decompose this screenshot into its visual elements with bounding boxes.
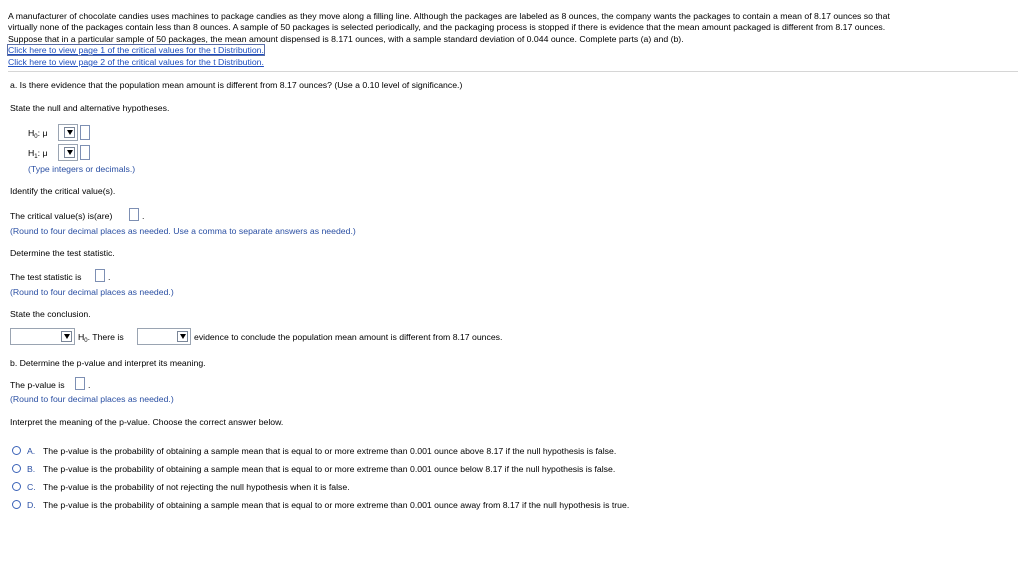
reject-decision-dropdown[interactable] xyxy=(10,328,75,345)
p-value-hint: (Round to four decimal places as needed.) xyxy=(10,394,174,404)
chevron-down-icon xyxy=(61,331,72,342)
option-a-letter: A. xyxy=(27,446,36,456)
part-b-question: b. Determine the p-value and interpret its meaning. xyxy=(10,358,206,368)
option-a-text[interactable]: The p-value is the probability of obtaining a sample mean that is equal to or more extreme than 0.001 ounce above 8.17 if the null hypothesis is false. xyxy=(43,446,617,456)
h1-operator-dropdown[interactable] xyxy=(58,144,78,161)
t-table-page1-link[interactable]: Click here to view page 1 of the critical values for the t Distribution. xyxy=(8,45,264,55)
h1-label: $H_1$: μ xyxy=(28,148,48,160)
identify-critical-label: Identify the critical value(s). xyxy=(10,186,116,196)
evidence-dropdown[interactable] xyxy=(137,328,191,345)
option-b-letter: B. xyxy=(27,464,36,474)
critical-value-label: The critical value(s) is(are) xyxy=(10,211,113,221)
problem-line-2: virtually none of the packages contain less than 8 ounces. A sample of 50 packages is selected periodically, and the packaging process is stopped if there is evidence that the mean amount packaged is different from 8.17 ounces. xyxy=(8,22,886,32)
conclusion-h0-label: $H_0$. There is xyxy=(78,332,124,344)
option-d-radio[interactable] xyxy=(12,500,21,509)
conclusion-text: evidence to conclude the population mean amount is different from 8.17 ounces. xyxy=(194,332,503,342)
critical-value-input[interactable] xyxy=(129,208,139,221)
p-value-label: The p-value is xyxy=(10,380,65,390)
section-divider xyxy=(8,71,1018,72)
test-statistic-period: . xyxy=(108,272,111,282)
critical-value-period: . xyxy=(142,211,145,221)
h1-value-input[interactable] xyxy=(80,145,90,160)
problem-line-1: A manufacturer of chocolate candies uses machines to package candies as they move along a filling line. Although the packages are labeled as 8 ounces, the company wants the packages to contain a mean of 8.17 ounces so that xyxy=(8,11,890,21)
part-a-question: a. Is there evidence that the population mean amount is different from 8.17 ounces? (Use a 0.10 level of significance.) xyxy=(10,80,463,90)
option-c-text[interactable]: The p-value is the probability of not rejecting the null hypothesis when it is false. xyxy=(43,482,350,492)
option-b-radio[interactable] xyxy=(12,464,21,473)
interpret-instruction: Interpret the meaning of the p-value. Choose the correct answer below. xyxy=(10,417,284,427)
t-table-page2-link[interactable]: Click here to view page 2 of the critical values for the t Distribution. xyxy=(8,57,264,67)
p-value-period: . xyxy=(88,380,91,390)
option-d-text[interactable]: The p-value is the probability of obtaining a sample mean that is equal to or more extreme than 0.001 ounce away from 8.17 if the null hypothesis is true. xyxy=(43,500,630,510)
option-a-radio[interactable] xyxy=(12,446,21,455)
type-integers-hint: (Type integers or decimals.) xyxy=(28,164,136,174)
test-statistic-input[interactable] xyxy=(95,269,105,282)
h0-operator-dropdown[interactable] xyxy=(58,124,78,141)
chevron-down-icon xyxy=(64,147,75,158)
option-c-radio[interactable] xyxy=(12,482,21,491)
option-c-letter: C. xyxy=(27,482,36,492)
option-d-letter: D. xyxy=(27,500,36,510)
option-b-text[interactable]: The p-value is the probability of obtaining a sample mean that is equal to or more extreme than 0.001 ounce below 8.17 if the null hypothesis is false. xyxy=(43,464,616,474)
state-conclusion-label: State the conclusion. xyxy=(10,309,91,319)
problem-line-3: Suppose that in a particular sample of 50 packages, the mean amount dispensed is 8.171 ounces, with a sample standard deviation of 0.044 ounce. Complete parts (a) and (b). xyxy=(8,34,684,44)
h0-label: $H_0$: μ xyxy=(28,128,48,140)
p-value-input[interactable] xyxy=(75,377,85,390)
test-statistic-hint: (Round to four decimal places as needed.) xyxy=(10,287,174,297)
state-hypotheses-label: State the null and alternative hypotheses. xyxy=(10,103,170,113)
test-statistic-label: The test statistic is xyxy=(10,272,82,282)
chevron-down-icon xyxy=(64,127,75,138)
chevron-down-icon xyxy=(177,331,188,342)
critical-value-hint: (Round to four decimal places as needed. Use a comma to separate answers as needed.) xyxy=(10,226,356,236)
determine-test-statistic-label: Determine the test statistic. xyxy=(10,248,115,258)
h0-value-input[interactable] xyxy=(80,125,90,140)
